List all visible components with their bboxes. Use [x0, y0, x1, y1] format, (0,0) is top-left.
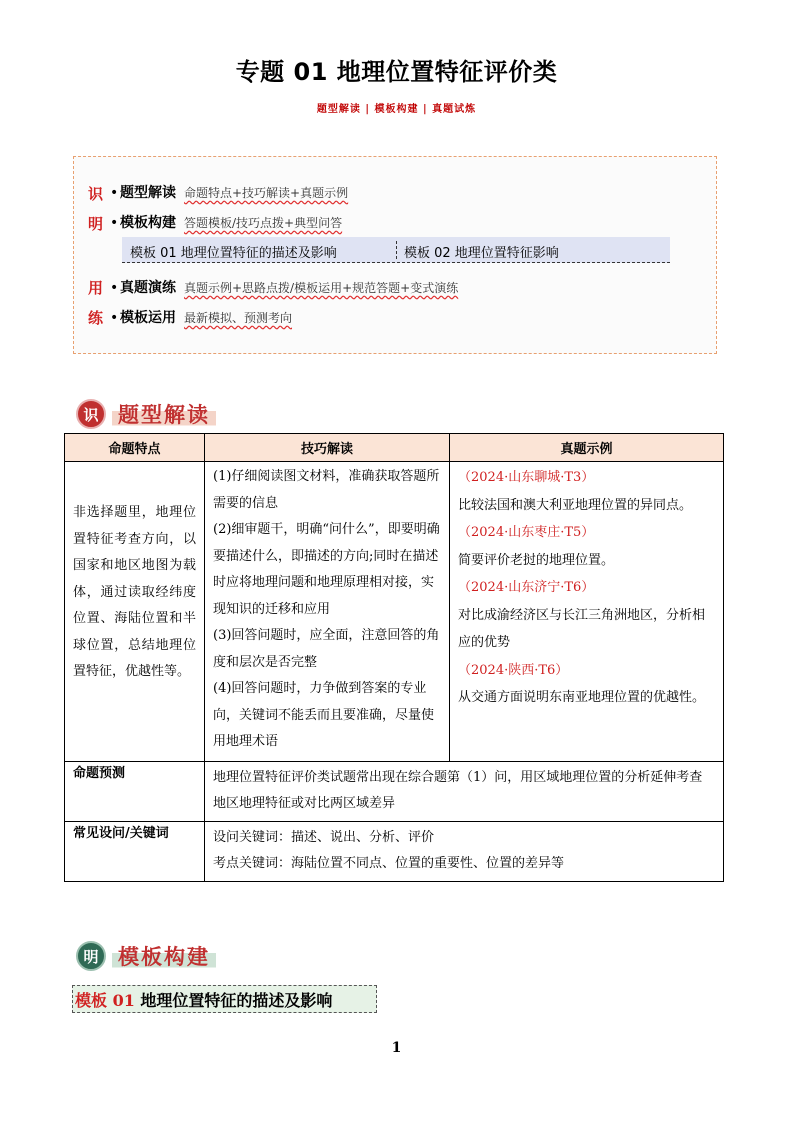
template-title: 地理位置特征的描述及影响: [140, 991, 333, 1010]
example-source: （2024·山东济宁·T6）: [458, 580, 595, 595]
example-text: 简要评价老挝的地理位置。: [458, 552, 615, 568]
side-char: 识: [88, 185, 104, 203]
bullet-icon: •: [110, 280, 119, 296]
bullet-icon: •: [110, 185, 119, 201]
template-link-01[interactable]: 模板 01 地理位置特征的描述及影响: [130, 246, 337, 261]
overview-description: 命题特点+技巧解读+真题示例: [184, 186, 349, 200]
prediction-label: 命题预测: [65, 762, 205, 822]
side-char: 用: [88, 279, 104, 297]
section-title: 题型解读: [112, 399, 216, 429]
overview-row: [110, 182, 348, 202]
overview-row: [110, 212, 342, 232]
example-source: （2024·陕西·T6）: [458, 662, 569, 678]
section-icon: 识: [76, 399, 106, 429]
prediction-text: 地理位置特征评价类试题常出现在综合题第（1）问，用区域地理位置的分析延伸考查地区地理特征或对比两区域差异: [205, 762, 724, 822]
skill-item: (2)细审题干，明确“问什么”，即要明确要描述什么，即描述的方向;同时在描述时应将地理问题和地理原理相对接，实现知识的迁移和应用: [213, 522, 440, 617]
page-subtitle: 题型解读 | 模板构建 | 真题试炼: [316, 104, 477, 115]
examples-cell: [450, 462, 724, 762]
overview-row: [110, 307, 292, 327]
template-link-02[interactable]: 模板 02 地理位置特征影响: [404, 246, 559, 261]
table-row: [65, 762, 724, 822]
keywords-label: 常见设问/关键词: [65, 822, 205, 882]
overview-row: [110, 277, 458, 297]
table-header-row: [65, 434, 724, 462]
keywords-cell: [205, 822, 724, 882]
section-title: 模板构建: [112, 941, 216, 971]
features-cell: 非选择题里，地理位置特征考查方向，以国家和地区地图为载体，通过读取经纬度位置、海陆位置和半球位置，总结地理位置特征，优越性等。: [65, 462, 205, 762]
table-row: [65, 462, 724, 762]
skill-item: (1)仔细阅读图文材料，准确获取答题所需要的信息: [213, 469, 440, 511]
table-row: [65, 822, 724, 882]
divider: [396, 241, 398, 259]
side-char: 练: [88, 309, 104, 327]
template-number: 模板 01: [75, 991, 141, 1010]
skills-cell: [205, 462, 450, 762]
keywords-line: 设问关键词：描述、说出、分析、评价: [213, 830, 435, 845]
side-char: 明: [88, 215, 104, 233]
template-heading: [72, 985, 377, 1013]
template-list-bar: [122, 237, 670, 263]
overview-heading: 真题演练: [120, 280, 176, 296]
skill-item: (3)回答问题时，应全面，注意回答的角度和层次是否完整: [213, 628, 440, 670]
bullet-icon: •: [110, 215, 119, 231]
overview-description: 最新模拟、预测考向: [184, 311, 293, 325]
example-text: 对比成渝经济区与长江三角洲地区，分析相应的优势: [458, 607, 706, 650]
column-header: 命题特点: [65, 434, 205, 462]
analysis-table: [64, 433, 724, 882]
section-badge-template: [76, 938, 216, 974]
column-header: 真题示例: [450, 434, 724, 462]
example-source: （2024·山东枣庄·T5）: [458, 525, 595, 540]
example-text: 比较法国和澳大利亚地理位置的异同点。: [458, 497, 693, 513]
overview-description: 答题模板/技巧点拨+典型问答: [184, 216, 343, 230]
example-source: （2024·山东聊城·T3）: [458, 470, 595, 485]
overview-heading: 题型解读: [120, 185, 176, 201]
page-number: 1: [391, 1040, 402, 1056]
overview-box: [73, 156, 717, 354]
bullet-icon: •: [110, 310, 119, 326]
keywords-line: 考点关键词：海陆位置不同点、位置的重要性、位置的差异等: [213, 856, 565, 871]
page-title: 专题 01 地理位置特征评价类: [235, 58, 558, 86]
example-text: 从交通方面说明东南亚地理位置的优越性。: [458, 690, 706, 705]
column-header: 技巧解读: [205, 434, 450, 462]
overview-heading: 模板构建: [120, 215, 176, 231]
overview-description: 真题示例+思路点拨/模板运用+规范答题+变式演练: [184, 281, 459, 295]
overview-heading: 模板运用: [120, 310, 176, 326]
section-badge-analysis: [76, 396, 216, 432]
skill-item: (4)回答问题时，力争做到答案的专业向，关键词不能丢而且要准确，尽量使用地理术语: [213, 681, 435, 749]
section-icon: 明: [76, 941, 106, 971]
